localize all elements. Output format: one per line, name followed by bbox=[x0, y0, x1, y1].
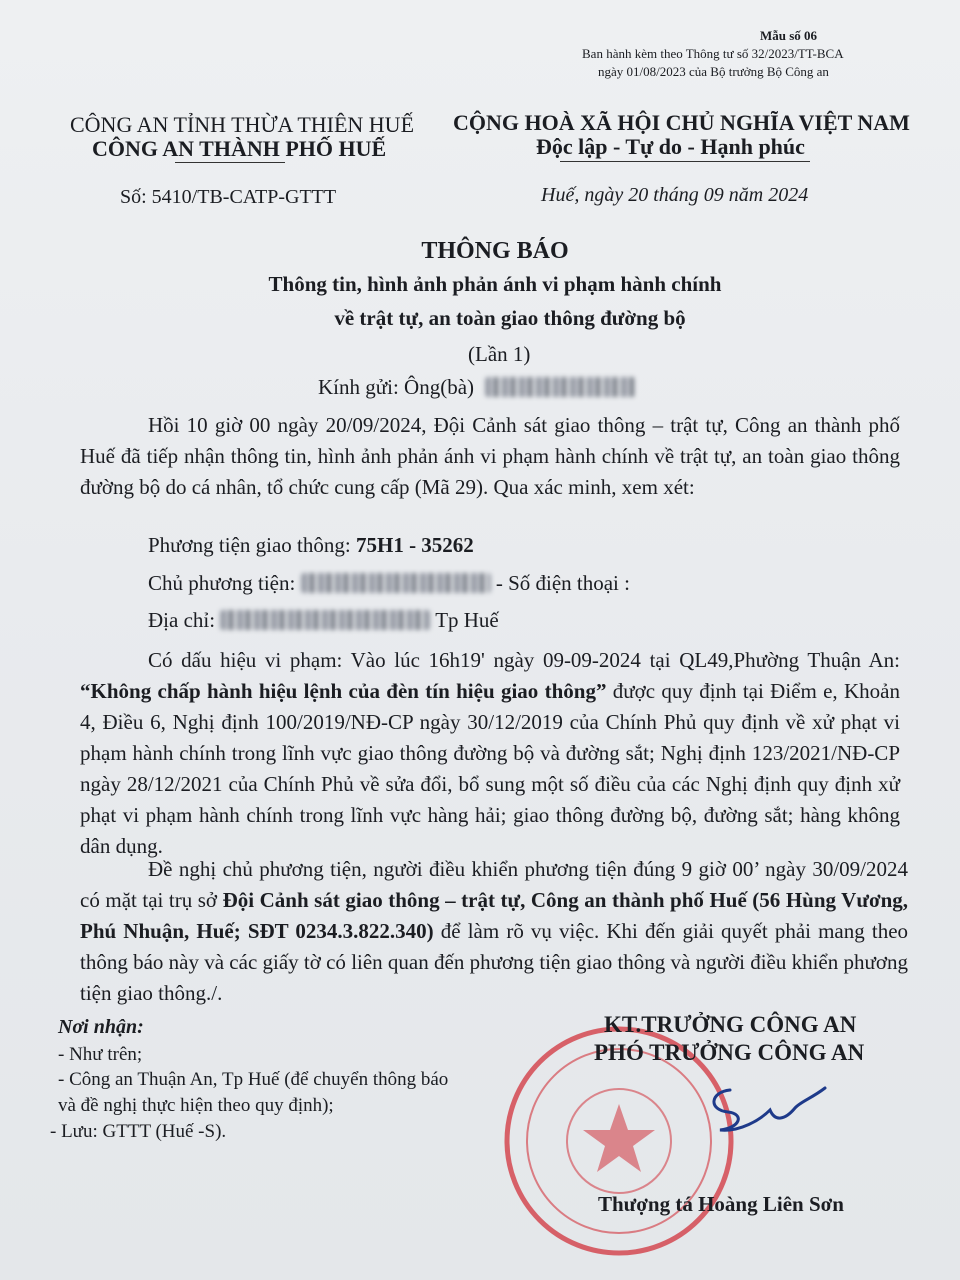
violation-legal-basis: được quy định tại Điểm e, Khoản 4, Điều 6, Nghị định 100/2019/NĐ-CP ngày 30/12/2019 của Chính Phủ quy định về xử phạt vi phạm hành chính trong lĩnh vực giao thông đường bộ và đường sắt; Nghị định 123/2021/NĐ-CP ngày 28/12/2021 của Chính Phủ về sửa đổi, bổ sung một số điều của các Nghị định quy định xử phạt vi phạm hành chính trong lĩnh vực hàng hải; giao thông đường bộ, đường sắt; hàng không dân dụng. bbox=[80, 679, 900, 858]
signature-title-line2: PHÓ TRƯỞNG CÔNG AN bbox=[594, 1040, 865, 1065]
redacted-name bbox=[485, 377, 635, 397]
document-subtitle-line2: về trật tự, an toàn giao thông đường bộ bbox=[334, 306, 686, 330]
addressee-line bbox=[318, 372, 635, 403]
attempt-number: (Lần 1) bbox=[468, 342, 531, 366]
signer-name: Thượng tá Hoàng Liên Sơn bbox=[598, 1192, 844, 1216]
violation-offense: “Không chấp hành hiệu lệnh của đèn tín hiệu giao thông” bbox=[80, 679, 607, 703]
recipient-item: và đề nghị thực hiện theo quy định); bbox=[58, 1095, 334, 1116]
recipient-item: - Như trên; bbox=[58, 1044, 143, 1065]
agency-parent: CÔNG AN TỈNH THỪA THIÊN HUẾ bbox=[70, 112, 415, 137]
nation-title: CỘNG HOÀ XÃ HỘI CHỦ NGHĨA VIỆT NAM bbox=[453, 110, 910, 135]
document-subtitle-line1: Thông tin, hình ảnh phản ánh vi phạm hành chính bbox=[268, 272, 722, 296]
request-paragraph bbox=[80, 854, 908, 1009]
redacted-owner bbox=[301, 573, 491, 593]
address-suffix: Tp Huế bbox=[435, 608, 499, 632]
owner-line bbox=[148, 571, 630, 596]
agency-underline bbox=[175, 162, 285, 163]
recipient-item: - Lưu: GTTT (Huế -S). bbox=[50, 1121, 227, 1142]
signature-title-line1: KT.TRƯỞNG CÔNG AN bbox=[604, 1012, 857, 1037]
vehicle-label: Phương tiện giao thông: bbox=[148, 533, 351, 557]
vehicle-plate: 75H1 - 35262 bbox=[355, 533, 474, 557]
address-line bbox=[148, 608, 499, 633]
document-number: Số: 5410/TB-CATP-GTTT bbox=[120, 186, 337, 208]
form-note-line1: Ban hành kèm theo Thông tư số 32/2023/TT-BCA bbox=[582, 46, 844, 61]
redacted-address bbox=[220, 610, 430, 630]
recipients-heading: Nơi nhận: bbox=[58, 1016, 144, 1038]
owner-label: Chủ phương tiện: bbox=[148, 571, 296, 595]
agency-name: CÔNG AN THÀNH PHỐ HUẾ bbox=[92, 136, 387, 161]
nation-underline bbox=[560, 161, 810, 162]
phone-label: - Số điện thoại : bbox=[495, 571, 630, 595]
handwritten-signature-icon bbox=[700, 1080, 830, 1140]
document-date: Huế, ngày 20 tháng 09 năm 2024 bbox=[541, 184, 809, 206]
intro-paragraph: Hồi 10 giờ 00 ngày 20/09/2024, Đội Cảnh sát giao thông – trật tự, Công an thành phố Huế đã tiếp nhận thông tin, hình ảnh phản ánh vi phạm hành chính về trật tự, an toàn giao thông đường bộ do cá nhân, tổ chức cung cấp (Mã 29). Qua xác minh, xem xét: bbox=[80, 413, 900, 499]
request-office: Đội Cảnh sát giao thông – trật tự, Công an thành phố Huế (56 Hùng Vương, Phú Nhuận, Huế; SĐT 0234.3.822.340) bbox=[80, 888, 909, 943]
request-part1: Đề nghị chủ phương tiện, người điều khiển phương tiện đúng 9 giờ 00’ ngày 30/09/2024 có mặt tại trụ sở bbox=[80, 857, 908, 912]
request-part2: để làm rõ vụ việc. Khi đến giải quyết phải mang theo thông báo này và các giấy tờ có liên quan đến phương tiện giao thông và người điều khiển phương tiện giao thông./. bbox=[80, 919, 909, 1005]
vehicle-line bbox=[148, 533, 474, 558]
recipient-item: - Công an Thuận An, Tp Huế (để chuyển thông báo bbox=[58, 1069, 449, 1090]
form-note-line2: ngày 01/08/2023 của Bộ trưởng Bộ Công an bbox=[598, 64, 829, 79]
nation-motto: Độc lập - Tự do - Hạnh phúc bbox=[536, 134, 805, 159]
address-label: Địa chỉ: bbox=[148, 608, 216, 632]
document-title: THÔNG BÁO bbox=[421, 238, 569, 264]
violation-lead: Có dấu hiệu vi phạm: Vào lúc 16h19' ngày 09-09-2024 tại QL49,Phường Thuận An: bbox=[148, 648, 900, 672]
form-number: Mẫu số 06 bbox=[760, 28, 818, 43]
addressee-label: Kính gửi: Ông(bà) bbox=[318, 375, 475, 399]
violation-paragraph bbox=[80, 645, 900, 862]
